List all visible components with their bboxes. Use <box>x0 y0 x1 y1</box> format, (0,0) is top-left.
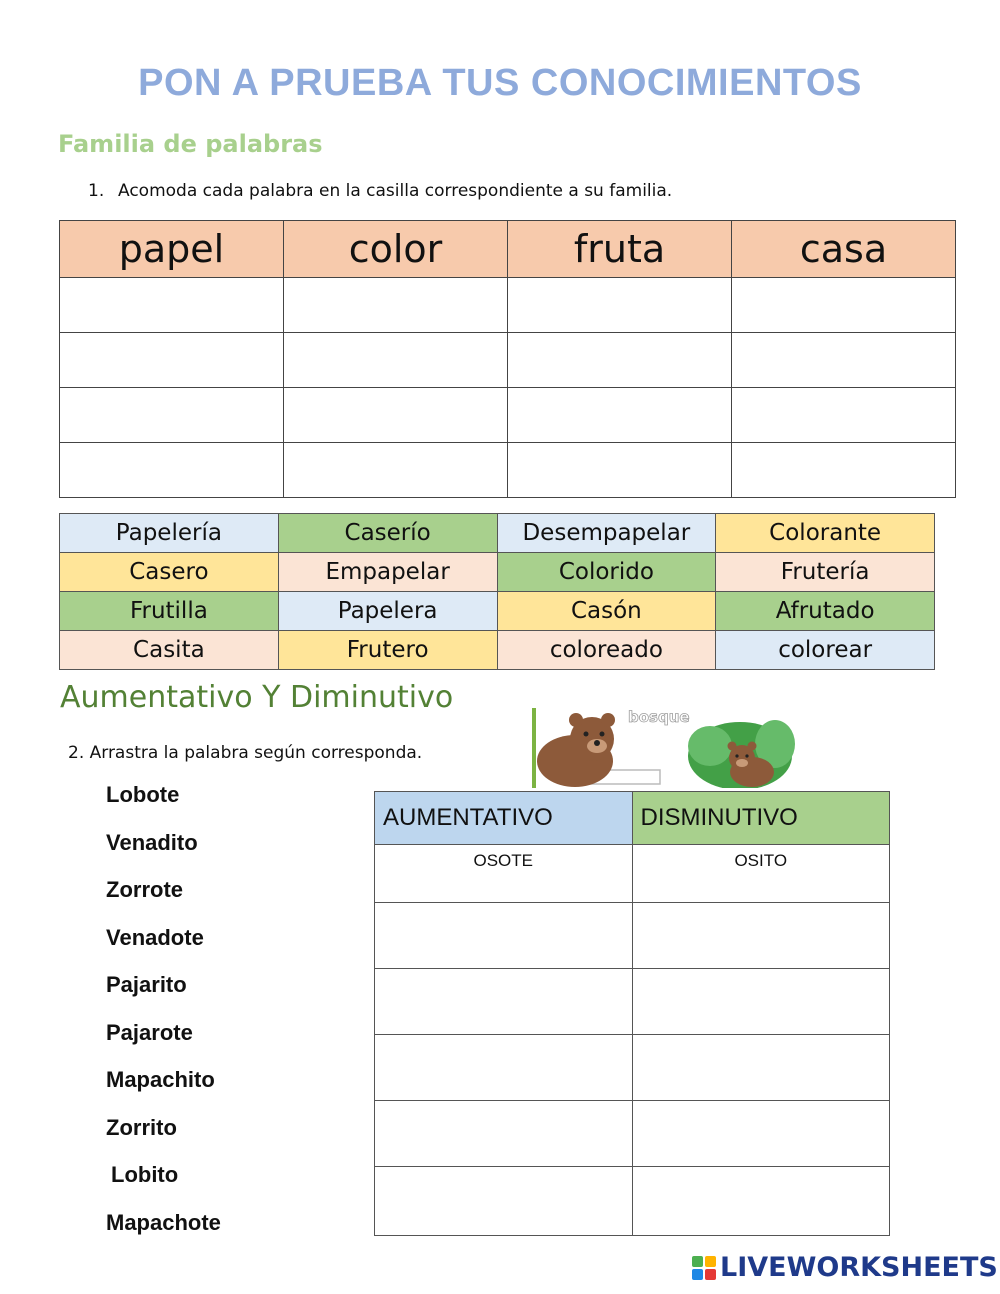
brand-logo <box>692 1252 998 1283</box>
drop-cell[interactable] <box>732 278 956 333</box>
col-header-diminutivo: DISMINUTIVO <box>632 792 890 845</box>
drag-word[interactable]: Lobote <box>106 782 180 807</box>
word-chip[interactable]: Afrutado <box>716 592 935 631</box>
word-chip[interactable]: Casita <box>60 631 279 670</box>
section-heading-aumentativo: Aumentativo Y Diminutivo <box>60 680 454 715</box>
drop-cell[interactable] <box>60 388 284 443</box>
drop-cell[interactable] <box>632 969 890 1035</box>
drop-cell[interactable] <box>284 333 508 388</box>
drop-cell[interactable] <box>375 969 633 1035</box>
drag-word-list <box>106 780 221 1255</box>
drop-cell[interactable] <box>632 903 890 969</box>
drop-cell[interactable] <box>508 388 732 443</box>
instruction-2: 2. Arrastra la palabra según corresponda. <box>68 743 423 763</box>
word-chip[interactable]: Papelería <box>60 514 279 553</box>
word-chip[interactable]: Caserío <box>278 514 497 553</box>
drag-word[interactable]: Mapachote <box>106 1209 221 1235</box>
word-chip[interactable]: coloreado <box>497 631 716 670</box>
word-chip[interactable]: Frutilla <box>60 592 279 631</box>
instruction-text: Acomoda cada palabra en la casilla correspondiente a su familia. <box>118 181 673 201</box>
family-table <box>59 220 956 498</box>
drop-cell[interactable] <box>632 1035 890 1101</box>
drop-cell[interactable] <box>632 1167 890 1236</box>
family-header-fruta: fruta <box>508 221 732 278</box>
drag-word[interactable]: Lobito <box>111 1162 179 1187</box>
word-chip[interactable]: Desempapelar <box>497 514 716 553</box>
word-chip[interactable]: Empapelar <box>278 553 497 592</box>
word-chip[interactable]: Colorido <box>497 553 716 592</box>
drag-word[interactable]: Venadote <box>106 924 204 950</box>
family-header-casa: casa <box>732 221 956 278</box>
word-chip[interactable]: Colorante <box>716 514 935 553</box>
drop-cell[interactable] <box>375 1167 633 1236</box>
word-chip[interactable]: colorear <box>716 631 935 670</box>
drop-cell[interactable] <box>732 333 956 388</box>
liveworksheets-icon <box>692 1256 716 1280</box>
family-header-papel: papel <box>60 221 284 278</box>
drop-cell[interactable] <box>60 333 284 388</box>
bears-illustration <box>530 706 795 788</box>
instruction-number: 1. <box>88 181 105 201</box>
drop-cell[interactable] <box>632 1101 890 1167</box>
aumentativo-diminutivo-table <box>374 791 890 1236</box>
word-chip[interactable]: Frutería <box>716 553 935 592</box>
drop-cell[interactable] <box>508 333 732 388</box>
drop-cell[interactable] <box>732 388 956 443</box>
drop-cell[interactable] <box>375 1035 633 1101</box>
instruction-1 <box>88 181 672 201</box>
drag-word[interactable]: Mapachito <box>106 1067 215 1092</box>
word-chip[interactable]: Casón <box>497 592 716 631</box>
word-chip[interactable]: Papelera <box>278 592 497 631</box>
illustration-label: bosque <box>628 708 690 726</box>
drop-cell[interactable] <box>375 903 633 969</box>
word-chip[interactable]: Casero <box>60 553 279 592</box>
brand-name: LIVEWORKSHEETS <box>720 1252 998 1283</box>
section-heading-familia: Familia de palabras <box>58 130 323 158</box>
drop-cell[interactable] <box>375 1101 633 1167</box>
example-diminutivo: OSITO <box>632 845 890 903</box>
word-chip[interactable]: Frutero <box>278 631 497 670</box>
family-header-color: color <box>284 221 508 278</box>
drag-word[interactable]: Pajarito <box>106 972 187 997</box>
drop-cell[interactable] <box>508 278 732 333</box>
drop-cell[interactable] <box>60 443 284 498</box>
drag-word[interactable]: Zorrito <box>106 1114 177 1140</box>
drag-word[interactable]: Zorrote <box>106 877 183 902</box>
word-bank <box>59 513 935 670</box>
page-title: PON A PRUEBA TUS CONOCIMIENTOS <box>138 62 862 104</box>
drop-cell[interactable] <box>732 443 956 498</box>
col-header-aumentativo: AUMENTATIVO <box>375 792 633 845</box>
drop-cell[interactable] <box>284 278 508 333</box>
drag-word[interactable]: Pajarote <box>106 1019 193 1045</box>
drop-cell[interactable] <box>284 443 508 498</box>
drag-word[interactable]: Venadito <box>106 829 198 855</box>
drop-cell[interactable] <box>284 388 508 443</box>
drop-cell[interactable] <box>508 443 732 498</box>
example-aumentativo: OSOTE <box>375 845 633 903</box>
drop-cell[interactable] <box>60 278 284 333</box>
